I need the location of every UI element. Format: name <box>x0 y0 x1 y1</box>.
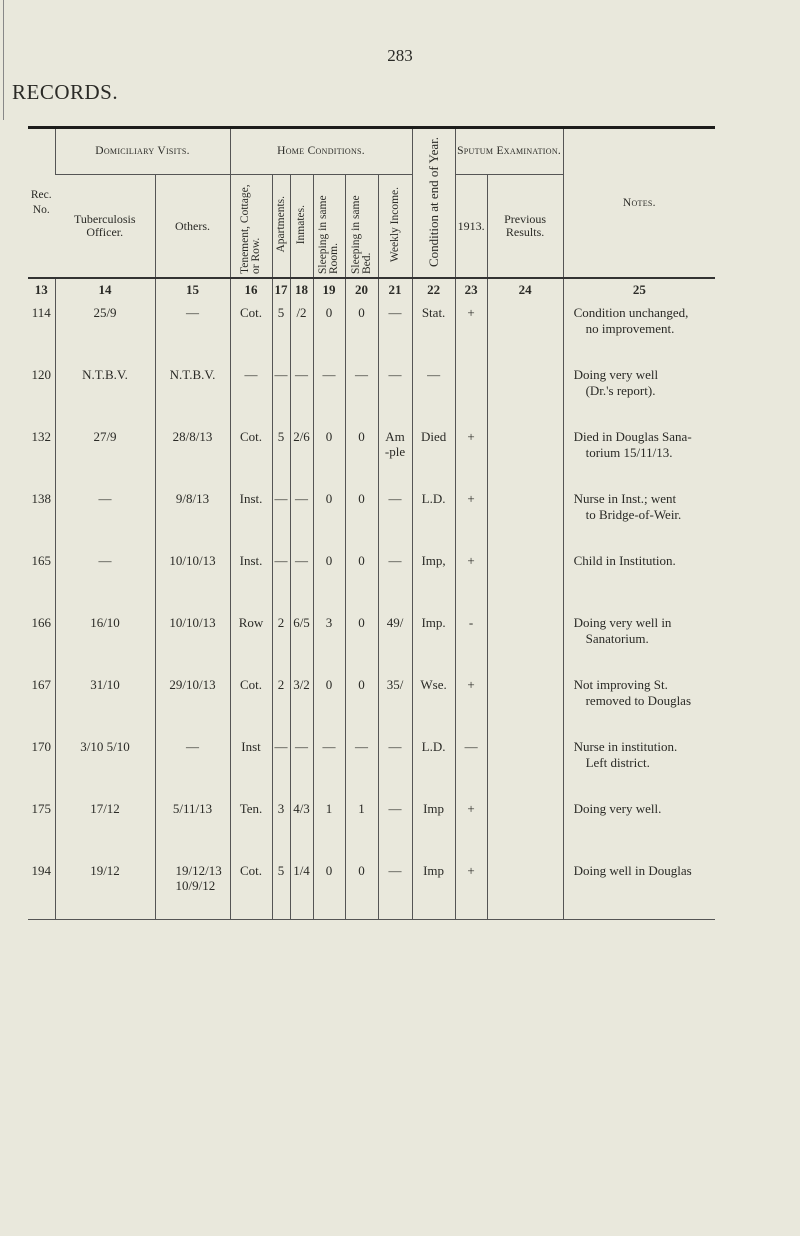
cell-sputum-1913: + <box>455 485 487 547</box>
column-number: 24 <box>487 278 563 299</box>
cell-tenement-type: Cot. <box>230 423 272 485</box>
header-others: Others. <box>155 175 230 279</box>
cell-sleeping-room: 0 <box>313 671 345 733</box>
cell-apartments: — <box>272 361 290 423</box>
cell-rec-no: 167 <box>31 677 51 692</box>
cell-weekly-income: 35/ <box>378 671 412 733</box>
cell-tenement-type: Inst. <box>230 547 272 609</box>
cell-sleeping-room: — <box>313 361 345 423</box>
header-apartments <box>272 175 290 279</box>
cell-apartments: 5 <box>272 423 290 485</box>
cell-sputum-1913: + <box>455 547 487 609</box>
header-tuberculosis-officer: Tuberculosis Officer. <box>73 212 136 239</box>
cell-sleeping-bed: 0 <box>345 423 378 485</box>
column-number: 17 <box>272 278 290 299</box>
note-line: Nurse in institution. <box>573 739 678 754</box>
cell-sleeping-bed: — <box>345 733 378 795</box>
cell-sputum-1913: + <box>455 423 487 485</box>
cell-other-visit: 5/11/13 <box>155 795 230 857</box>
cell-sputum-1913 <box>455 361 487 423</box>
cell-tenement-type: Inst <box>230 733 272 795</box>
header-notes: Notes. <box>563 128 715 279</box>
cell-condition: L.D. <box>412 485 455 547</box>
cell-notes <box>563 857 715 920</box>
note-line: (Dr.'s report). <box>585 383 656 398</box>
cell-tenement-type: Cot. <box>230 671 272 733</box>
cell-notes <box>563 733 715 795</box>
cell-tenement-type: Cot. <box>230 299 272 361</box>
cell-weekly-income: — <box>378 547 412 609</box>
cell-tenement-type: Inst. <box>230 485 272 547</box>
header-tenement <box>230 175 272 279</box>
table-row <box>28 609 715 671</box>
column-number: 23 <box>455 278 487 299</box>
note-line: to Bridge-of-Weir. <box>585 507 682 522</box>
cell-apartments: 5 <box>272 299 290 361</box>
cell-notes <box>563 671 715 733</box>
records-table <box>28 126 715 920</box>
header-weekly-income <box>378 175 412 279</box>
cell-tenement-type: Ten. <box>230 795 272 857</box>
cell-apartments: 3 <box>272 795 290 857</box>
column-number: 15 <box>155 278 230 299</box>
cell-other-visit: 9/8/13 <box>155 485 230 547</box>
cell-weekly-income: — <box>378 299 412 361</box>
cell-sputum-1913: - <box>455 609 487 671</box>
column-number: 13 <box>28 278 55 299</box>
cell-weekly-income: Am-ple <box>378 423 412 485</box>
cell-weekly-income: — <box>378 795 412 857</box>
cell-condition: Died <box>412 423 455 485</box>
cell-weekly-income: — <box>378 361 412 423</box>
table-row <box>28 857 715 920</box>
header-condition-end-year <box>412 128 455 279</box>
cell-sputum-1913: + <box>455 299 487 361</box>
cell-weekly-income: — <box>378 733 412 795</box>
cell-sleeping-bed: 1 <box>345 795 378 857</box>
cell-previous-results <box>487 857 563 920</box>
cell-tb-officer-visit: 3/10 5/10 <box>55 733 155 795</box>
table-row <box>28 795 715 857</box>
page-number: 283 <box>387 46 413 65</box>
cell-notes <box>563 299 715 361</box>
header-sleeping-bed <box>345 175 378 279</box>
cell-rec-no: 194 <box>28 857 55 920</box>
cell-weekly-income: — <box>378 485 412 547</box>
cell-inmates: — <box>290 733 313 795</box>
cell-previous-results <box>487 733 563 795</box>
cell-other-visit: 29/10/13 <box>155 671 230 733</box>
cell-other-visit: — <box>155 733 230 795</box>
cell-tb-officer-visit: 16/10 <box>55 609 155 671</box>
cell-sputum-1913: + <box>455 857 487 920</box>
cell-other-visit: 19/12/13 10/9/12 <box>155 857 230 920</box>
cell-rec-no: 175 <box>31 801 51 816</box>
cell-tb-officer-visit: 19/12 <box>55 857 155 920</box>
header-condition-end-year-text: Condition at end of Year. <box>426 136 442 267</box>
cell-sleeping-room: 0 <box>313 547 345 609</box>
header-home-conditions: Home Conditions. <box>230 128 412 175</box>
note-line: Sanatorium. <box>585 631 649 646</box>
table-row <box>28 733 715 795</box>
column-number: 18 <box>290 278 313 299</box>
table-row <box>28 299 715 361</box>
table-row <box>28 361 715 423</box>
cell-sleeping-bed: 0 <box>345 485 378 547</box>
cell-notes <box>563 547 715 609</box>
cell-rec-no: 132 <box>31 429 51 444</box>
note-line: Nurse in Inst.; went <box>573 491 677 506</box>
cell-previous-results <box>487 299 563 361</box>
note-line: Child in Institution. <box>573 553 676 568</box>
cell-sleeping-room: 3 <box>313 609 345 671</box>
cell-sleeping-room: 0 <box>313 485 345 547</box>
cell-sleeping-bed: 0 <box>345 857 378 920</box>
cell-apartments: 2 <box>272 609 290 671</box>
column-number: 19 <box>313 278 345 299</box>
cell-condition: Stat. <box>412 299 455 361</box>
note-line: Doing very well <box>573 367 659 382</box>
cell-apartments: — <box>272 547 290 609</box>
cell-previous-results <box>487 485 563 547</box>
cell-rec-no: 170 <box>31 739 51 754</box>
cell-rec-no: 120 <box>31 367 51 382</box>
cell-previous-results <box>487 547 563 609</box>
note-line: Left district. <box>585 755 650 770</box>
header-1913: 1913. <box>455 175 487 279</box>
cell-previous-results <box>487 609 563 671</box>
table-row <box>28 547 715 609</box>
cell-other-visit: 10/10/13 <box>155 609 230 671</box>
cell-sleeping-room: 0 <box>313 423 345 485</box>
header-sleeping-room-text: Sleeping in same Room. <box>317 195 340 274</box>
cell-sleeping-room: 0 <box>313 299 345 361</box>
cell-sputum-1913: — <box>455 733 487 795</box>
cell-sleeping-room: — <box>313 733 345 795</box>
note-line: Condition unchanged, <box>573 305 689 320</box>
cell-inmates: — <box>290 485 313 547</box>
cell-rec-no: 165 <box>31 553 51 568</box>
cell-condition: Imp <box>412 795 455 857</box>
note-line: Doing well in Douglas <box>573 863 692 878</box>
cell-inmates: 6/5 <box>290 609 313 671</box>
cell-tb-officer-visit: N.T.B.V. <box>55 361 155 423</box>
cell-sleeping-bed: 0 <box>345 609 378 671</box>
cell-inmates: 2/6 <box>290 423 313 485</box>
cell-notes <box>563 423 715 485</box>
cell-inmates: — <box>290 547 313 609</box>
header-sleeping-room <box>313 175 345 279</box>
cell-apartments: — <box>272 733 290 795</box>
header-rec-no: Rec. No. <box>30 189 52 216</box>
cell-condition: Imp <box>412 857 455 920</box>
note-line: Not improving St. <box>573 677 668 692</box>
table-row <box>28 485 715 547</box>
cell-sleeping-bed: — <box>345 361 378 423</box>
cell-tenement-type: Row <box>230 609 272 671</box>
cell-notes <box>563 485 715 547</box>
table-row <box>28 423 715 485</box>
note-line: Doing very well in <box>573 615 672 630</box>
cell-inmates: 1/4 <box>290 857 313 920</box>
cell-apartments: — <box>272 485 290 547</box>
cell-sleeping-bed: 0 <box>345 547 378 609</box>
cell-rec-no: 166 <box>31 615 51 630</box>
cell-condition: Wse. <box>412 671 455 733</box>
cell-previous-results <box>487 671 563 733</box>
note-line: no improvement. <box>585 321 675 336</box>
header-sleeping-bed-text: Sleeping in same Bed. <box>349 195 373 274</box>
cell-sleeping-room: 1 <box>313 795 345 857</box>
cell-apartments: 5 <box>272 857 290 920</box>
cell-inmates: 3/2 <box>290 671 313 733</box>
cell-tb-officer-visit: 31/10 <box>55 671 155 733</box>
cell-condition: Imp. <box>412 609 455 671</box>
cell-sputum-1913: + <box>455 795 487 857</box>
cell-weekly-income: 49/ <box>378 609 412 671</box>
cell-condition: L.D. <box>412 733 455 795</box>
header-domiciliary-visits: Domiciliary Visits. <box>55 128 230 175</box>
header-inmates-text: Inmates. <box>295 204 307 245</box>
cell-sleeping-room: 0 <box>313 857 345 920</box>
header-sputum-examination: Sputum Examination. <box>455 128 563 175</box>
cell-inmates: — <box>290 361 313 423</box>
cell-previous-results <box>487 361 563 423</box>
column-number: 16 <box>230 278 272 299</box>
cell-condition: — <box>412 361 455 423</box>
header-inmates <box>290 175 313 279</box>
column-number: 21 <box>378 278 412 299</box>
cell-tenement-type: Cot. <box>230 857 272 920</box>
note-line: torium 15/11/13. <box>585 445 673 460</box>
header-apartments-text: Apartments. <box>274 196 287 253</box>
cell-weekly-income: — <box>378 857 412 920</box>
cell-tb-officer-visit: — <box>55 547 155 609</box>
header-weekly-income-text: Weekly Income. <box>388 186 401 263</box>
column-number-row <box>28 278 715 299</box>
cell-sleeping-bed: 0 <box>345 299 378 361</box>
column-number: 20 <box>345 278 378 299</box>
cell-rec-no: 114 <box>31 305 51 320</box>
cell-notes <box>563 609 715 671</box>
cell-notes <box>563 795 715 857</box>
column-number: 22 <box>412 278 455 299</box>
page-title: RECORDS. <box>12 80 119 104</box>
cell-other-visit: — <box>155 299 230 361</box>
cell-inmates: /2 <box>290 299 313 361</box>
cell-tb-officer-visit: 17/12 <box>55 795 155 857</box>
cell-apartments: 2 <box>272 671 290 733</box>
cell-tb-officer-visit: — <box>55 485 155 547</box>
cell-tb-officer-visit: 25/9 <box>55 299 155 361</box>
cell-notes <box>563 361 715 423</box>
cell-condition: Imp, <box>412 547 455 609</box>
cell-other-visit: 28/8/13 <box>155 423 230 485</box>
column-number: 25 <box>563 278 715 299</box>
cell-rec-no: 138 <box>31 491 51 506</box>
cell-previous-results <box>487 795 563 857</box>
cell-other-visit: N.T.B.V. <box>155 361 230 423</box>
cell-other-visit: 10/10/13 <box>155 547 230 609</box>
cell-previous-results <box>487 423 563 485</box>
cell-sputum-1913: + <box>455 671 487 733</box>
note-line: Doing very well. <box>573 801 662 816</box>
column-number: 14 <box>55 278 155 299</box>
table-row <box>28 671 715 733</box>
cell-tenement-type: — <box>230 361 272 423</box>
note-line: removed to Douglas <box>585 693 692 708</box>
cell-inmates: 4/3 <box>290 795 313 857</box>
header-previous-results: Previous Results. <box>487 175 563 279</box>
header-tenement-text: Tenement, Cottage, or Row. <box>239 184 262 274</box>
cell-sleeping-bed: 0 <box>345 671 378 733</box>
cell-tb-officer-visit: 27/9 <box>55 423 155 485</box>
note-line: Died in Douglas Sana- <box>573 429 692 444</box>
